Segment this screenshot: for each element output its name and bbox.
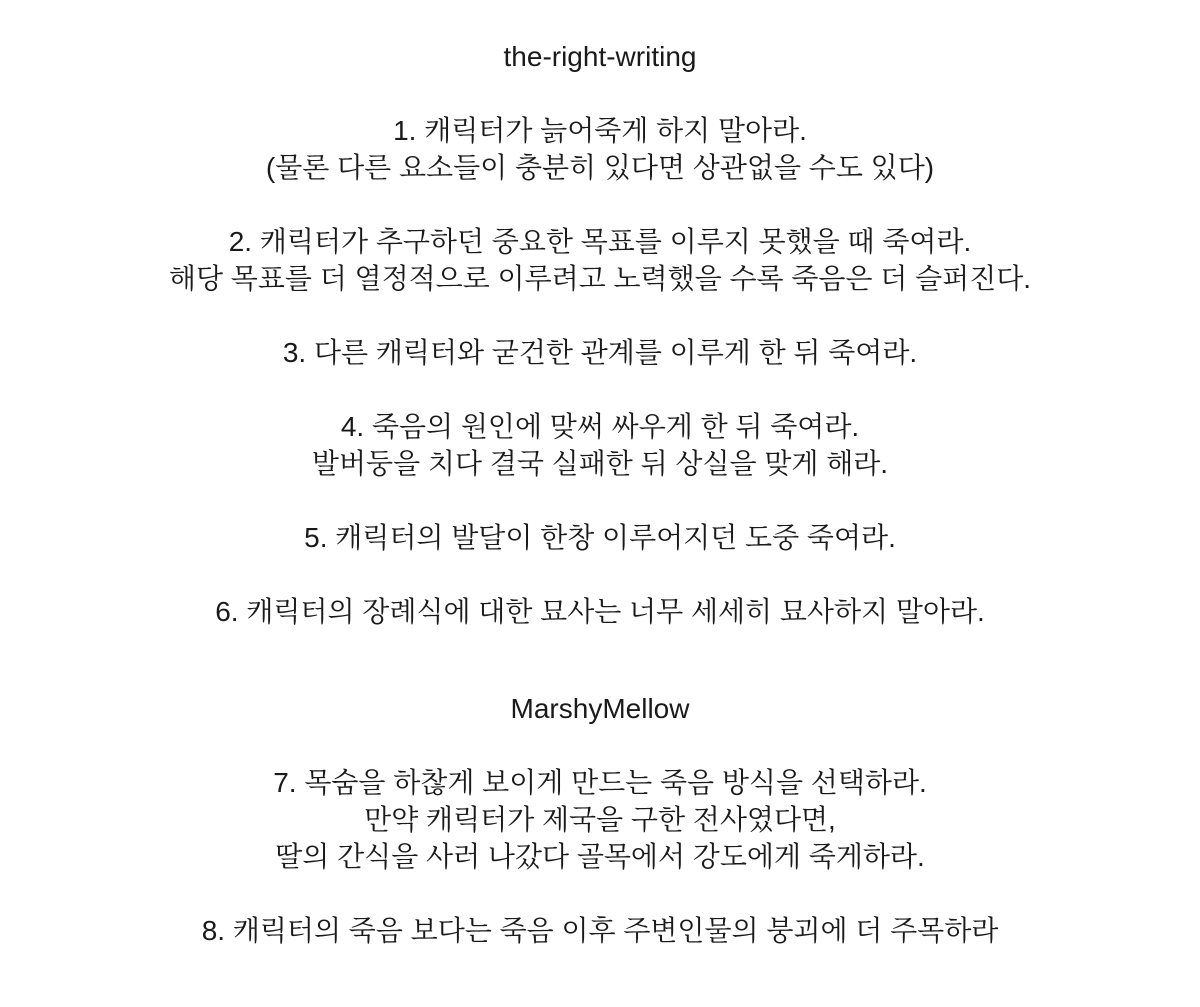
rule-5-line-1: 5. 캐릭터의 발달이 한창 이루어지던 도중 죽여라. [304, 522, 896, 553]
rule-8-paragraph [0, 912, 1200, 949]
rule-4-line-1: 4. 죽음의 원인에 맞써 싸우게 한 뒤 죽여라. [340, 411, 860, 442]
rule-7-line-1: 7. 목숨을 하찮게 보이게 만드는 죽음 방식을 선택하라. [273, 767, 927, 798]
rule-4-line-2: 발버둥을 치다 결국 실패한 뒤 상실을 맞게 해라. [311, 448, 889, 479]
rule-6-line-1: 6. 캐릭터의 장례식에 대한 묘사는 너무 세세히 묘사하지 말아라. [215, 596, 985, 627]
rule-8-line-1: 8. 캐릭터의 죽음 보다는 죽음 이후 주변인물의 붕괴에 더 주목하라 [201, 915, 999, 946]
rule-5-paragraph [0, 519, 1200, 556]
rule-1-paragraph [0, 112, 1200, 186]
rule-7-paragraph [0, 764, 1200, 875]
rule-6-paragraph [0, 593, 1200, 630]
rule-1-line-2: (물론 다른 요소들이 충분히 있다면 상관없을 수도 있다) [265, 152, 935, 183]
rule-2-paragraph [0, 223, 1200, 297]
rule-2-line-2: 해당 목표를 더 열정적으로 이루려고 노력했을 수록 죽음은 더 슬퍼진다. [168, 263, 1032, 294]
rule-2-line-1: 2. 캐릭터가 추구하던 중요한 목표를 이루지 못했을 때 죽여라. [228, 226, 972, 257]
rule-1-line-1: 1. 캐릭터가 늙어죽게 하지 말아라. [393, 115, 807, 146]
rule-7-line-2: 만약 캐릭터가 제국을 구한 전사였다면, [364, 804, 836, 835]
document-title: the-right-writing [503, 41, 697, 72]
rule-7-line-3: 딸의 간식을 사러 나갔다 골목에서 강도에게 죽게하라. [275, 841, 925, 872]
rule-3-line-1: 3. 다른 캐릭터와 굳건한 관계를 이루게 한 뒤 죽여라. [282, 337, 918, 368]
document-subheading: MarshyMellow [510, 693, 690, 724]
rule-4-paragraph [0, 408, 1200, 482]
rule-3-paragraph [0, 334, 1200, 371]
